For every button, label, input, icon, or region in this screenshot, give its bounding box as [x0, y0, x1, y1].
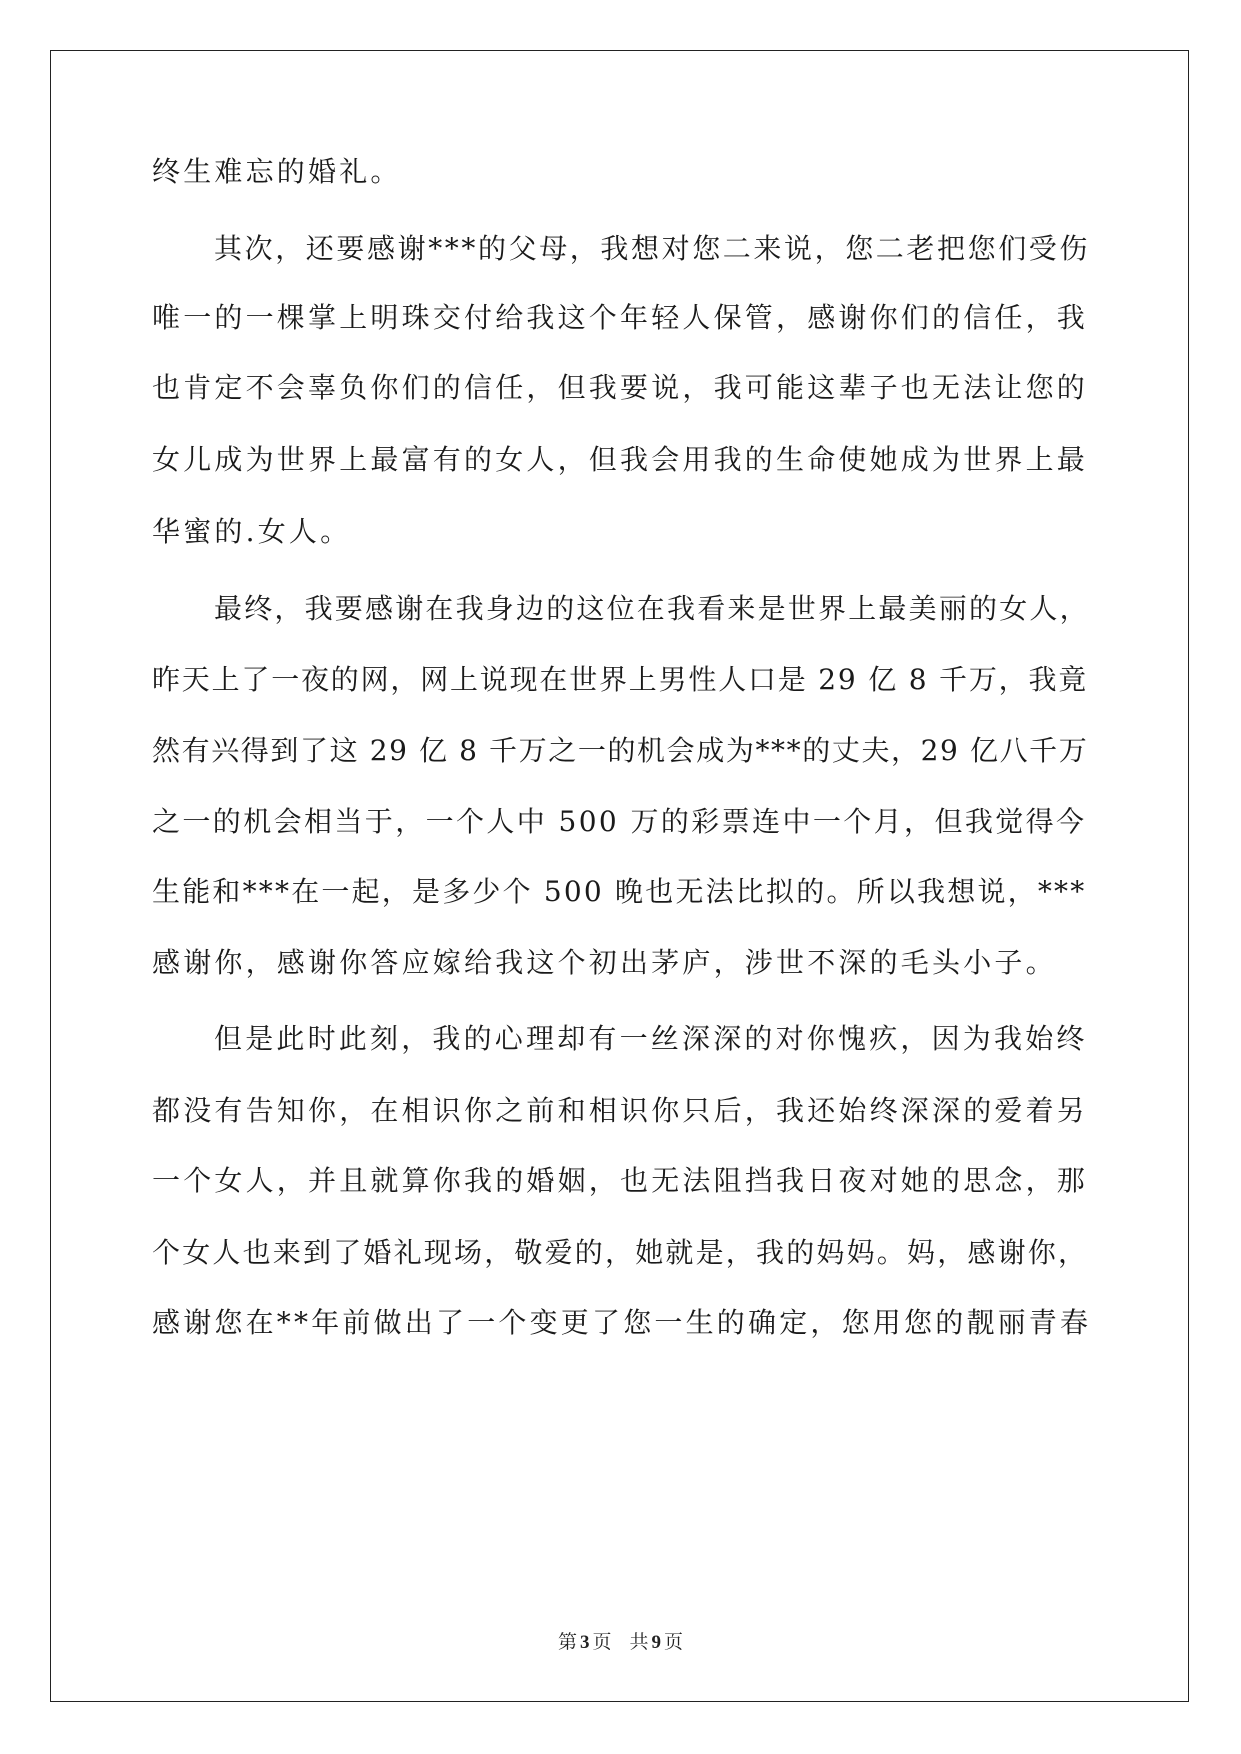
text-line: 感谢您在**年前做出了一个变更了您一生的确定，您用您的靓丽青春	[152, 1306, 1092, 1339]
page-number: 3	[579, 1632, 590, 1653]
text-line: 华蜜的.女人。	[152, 515, 352, 548]
text-line: 女儿成为世界上最富有的女人，但我会用我的生命使她成为世界上最	[152, 443, 1089, 476]
page-footer	[0, 1630, 1241, 1655]
page-suffix: 页	[592, 1631, 612, 1653]
text-line: 一个女人，并且就算你我的婚姻，也无法阻挡我日夜对她的思念，那	[152, 1164, 1089, 1197]
text-line: 最终，我要感谢在我身边的这位在我看来是世界上最美丽的女人，	[214, 592, 1090, 625]
text-line: 都没有告知你，在相识你之前和相识你只后，我还始终深深的爱着另	[152, 1094, 1089, 1127]
page-prefix: 第	[557, 1631, 577, 1653]
total-prefix: 共	[629, 1631, 649, 1653]
text-line: 然有兴得到了这 29 亿 8 千万之一的机会成为***的丈夫，29 亿八千万	[152, 734, 1089, 767]
text-line: 个女人也来到了婚礼现场，敬爱的，她就是，我的妈妈。妈，感谢你，	[152, 1236, 1089, 1269]
text-line: 唯一的一棵掌上明珠交付给我这个年轻人保管，感谢你们的信任，我	[152, 301, 1089, 334]
total-pages: 9	[651, 1632, 662, 1653]
text-line: 生能和***在一起，是多少个 500 晚也无法比拟的。所以我想说，***	[152, 875, 1087, 908]
text-line: 感谢你，感谢你答应嫁给我这个初出茅庐，涉世不深的毛头小子。	[152, 946, 1057, 979]
text-line: 终生难忘的婚礼。	[152, 155, 402, 188]
text-line: 之一的机会相当于，一个人中 500 万的彩票连中一个月，但我觉得今	[152, 805, 1087, 838]
text-line: 但是此时此刻，我的心理却有一丝深深的对你愧疚，因为我始终	[214, 1022, 1088, 1055]
text-line: 其次，还要感谢***的父母，我想对您二来说，您二老把您们受伤	[214, 232, 1091, 265]
text-line: 昨天上了一夜的网，网上说现在世界上男性人口是 29 亿 8 千万，我竟	[152, 663, 1089, 696]
total-suffix: 页	[664, 1631, 684, 1653]
text-line: 也肯定不会辜负你们的信任，但我要说，我可能这辈子也无法让您的	[152, 371, 1089, 404]
